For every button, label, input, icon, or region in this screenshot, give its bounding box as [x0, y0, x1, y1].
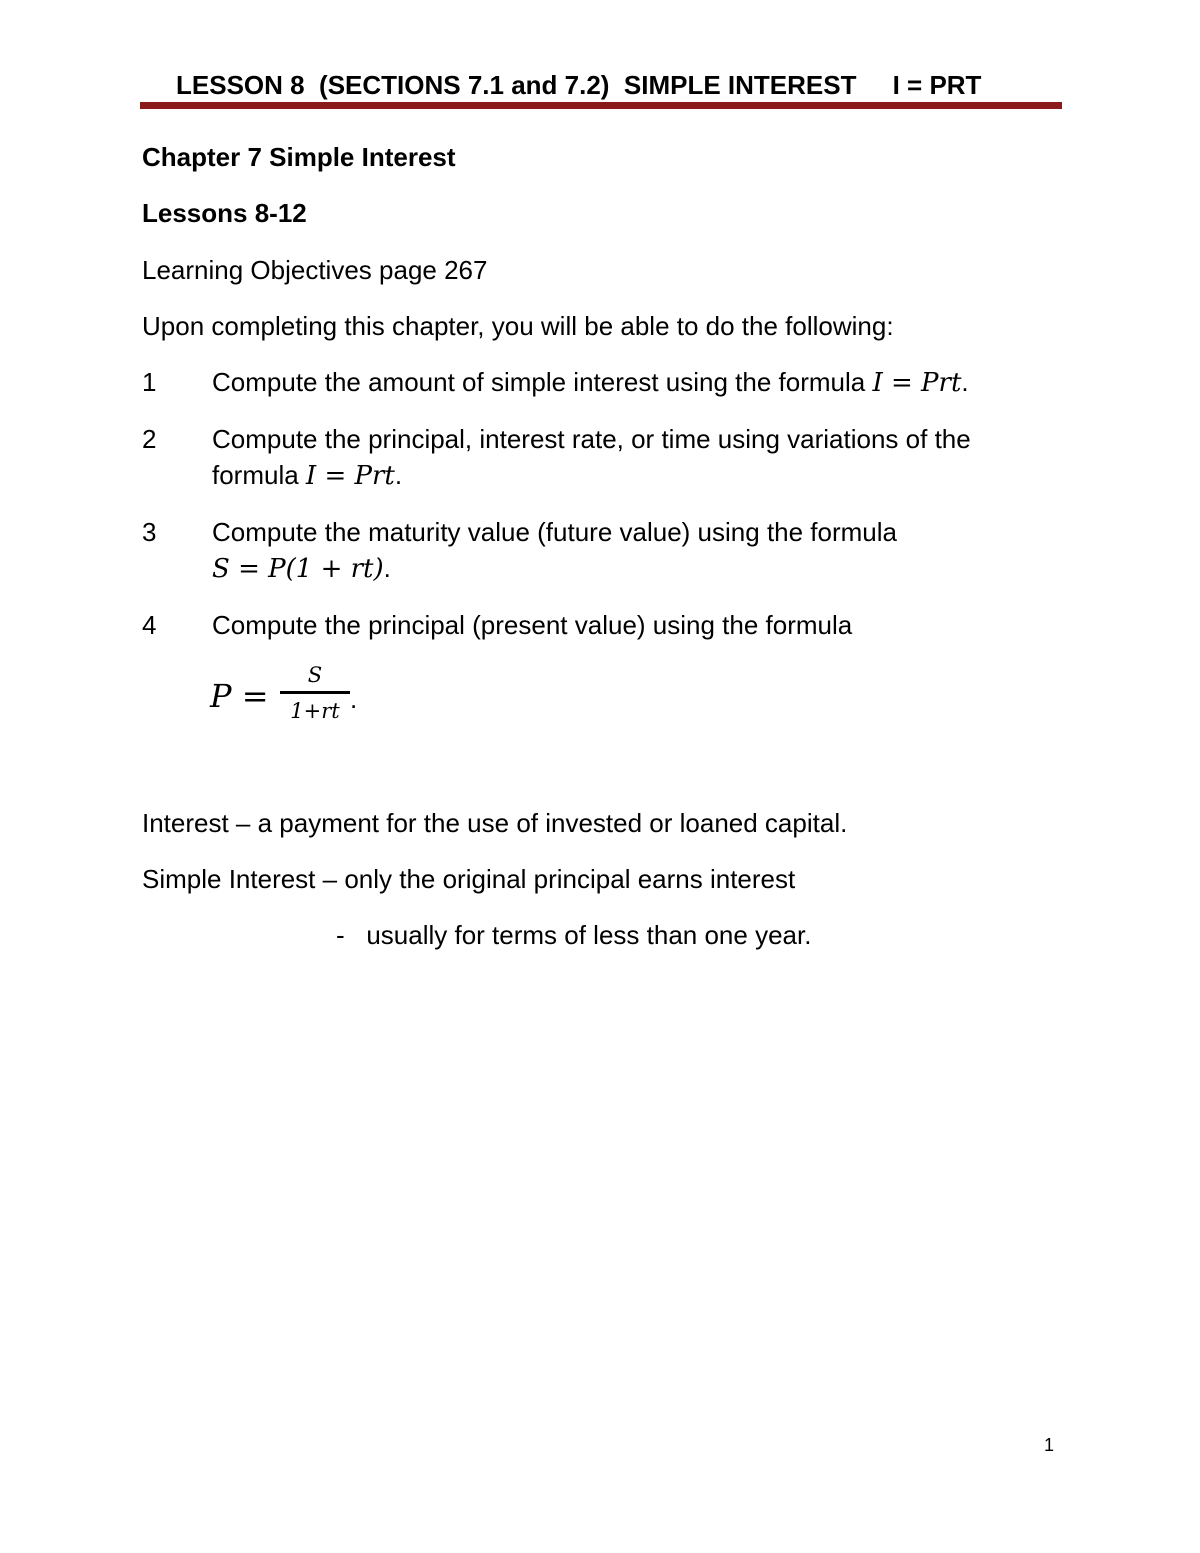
objective-2-formula-label: formula — [212, 460, 306, 490]
page-number: 1 — [1044, 1435, 1055, 1455]
objective-3-number: 3 — [142, 517, 157, 547]
objective-2-formula: I = Prt — [305, 461, 395, 491]
objective-1-period: . — [961, 367, 969, 397]
fraction-denominator: 1+rt — [290, 699, 340, 723]
objective-1-text — [212, 365, 969, 400]
chapter-title: Chapter 7 Simple Interest — [142, 142, 456, 172]
objective-1-line: Compute the amount of simple interest using the formula — [212, 367, 873, 397]
objective-2-line-1: Compute the principal, interest rate, or time using variations of the — [212, 424, 971, 454]
objective-3-line-1: Compute the maturity value (future value) using the formula — [212, 517, 898, 547]
objective-2-period: . — [394, 460, 403, 490]
objective-3-line-2 — [212, 551, 391, 586]
objective-3-formula: S = P(1 + rt) — [212, 554, 384, 584]
page-header-title: LESSON 8 (SECTIONS 7.1 and 7.2) SIMPLE INTEREST I = PRT — [176, 70, 982, 100]
formula-period: . — [350, 684, 358, 714]
header-rule — [140, 102, 1062, 109]
intro-text: Upon completing this chapter, you will be able to do the following: — [142, 311, 894, 341]
formula-fraction — [280, 662, 350, 724]
objective-3-period: . — [383, 553, 391, 583]
formula-lhs: P = — [210, 677, 269, 715]
objective-4-number: 4 — [142, 610, 157, 640]
lessons-heading: Lessons 8-12 — [142, 198, 307, 228]
objective-2-number: 2 — [142, 424, 157, 454]
fraction-numerator: S — [307, 663, 323, 687]
objective-4-line-1: Compute the principal (present value) using the formula — [212, 610, 853, 640]
simple-interest-note: - usually for terms of less than one year. — [336, 920, 812, 950]
interest-definition: Interest – a payment for the use of invested or loaned capital. — [142, 808, 848, 838]
simple-interest-definition: Simple Interest – only the original principal earns interest — [142, 864, 796, 894]
objective-2-line-2 — [212, 458, 402, 493]
objective-1-formula: I = Prt — [872, 368, 962, 398]
fraction-bar — [280, 691, 350, 694]
learning-objectives-line: Learning Objectives page 267 — [142, 255, 488, 285]
objective-1-number: 1 — [142, 367, 157, 397]
